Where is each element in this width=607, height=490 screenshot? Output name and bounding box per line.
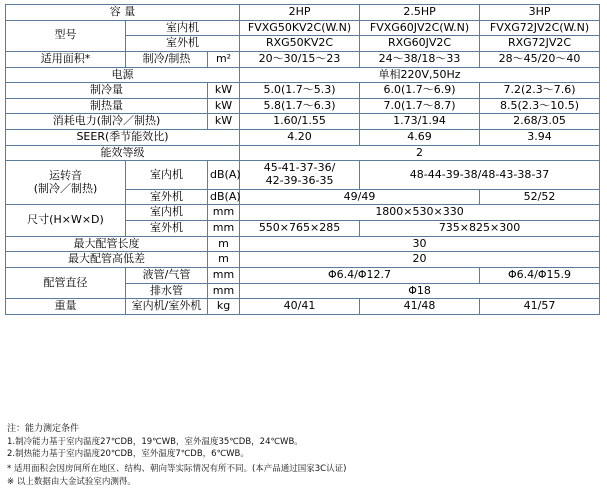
row-unit-cooling-capacity: kW — [208, 83, 240, 99]
table-row-weight — [6, 299, 600, 315]
table-row-noise-indoor — [6, 161, 600, 189]
row-label-weight: 重量 — [6, 299, 126, 315]
table-row-energy-grade — [6, 145, 600, 161]
row-unit-power-consumption: kW — [208, 114, 240, 130]
row-label-pipe-diameter: 配管直径 — [6, 267, 126, 298]
heating-capacity-2hp: 5.8(1.7～6.3) — [240, 98, 360, 114]
outdoor-model-2hp: RXG50KV2C — [240, 36, 360, 52]
row-label-applicable-area: 适用面积* — [6, 51, 126, 67]
table-row-pipe-diameter-liquid-gas — [6, 267, 600, 283]
applicable-area-25hp: 24～38/18～33 — [360, 51, 480, 67]
pipe-diameter-liquid-gas-unit: mm — [208, 267, 240, 283]
heating-capacity-25hp: 7.0(1.7～8.7) — [360, 98, 480, 114]
table-row-max-pipe-length — [6, 236, 600, 252]
pipe-diameter-liquid-gas-2hp-25hp: Φ6.4/Φ12.7 — [240, 267, 480, 283]
dimensions-outdoor-25hp-3hp: 735×825×300 — [360, 220, 600, 236]
dimensions-indoor-label: 室内机 — [126, 205, 208, 221]
noise-outdoor-unit: dB(A) — [208, 189, 240, 205]
energy-grade-value: 2 — [240, 145, 600, 161]
cooling-capacity-2hp: 5.0(1.7～5.3) — [240, 83, 360, 99]
noise-outdoor-label: 室外机 — [126, 189, 208, 205]
weight-sub-label: 室内机/室外机 — [126, 299, 208, 315]
table-row-seer — [6, 130, 600, 146]
power-consumption-2hp: 1.60/1.55 — [240, 114, 360, 130]
seer-2hp: 4.20 — [240, 130, 360, 146]
noise-indoor-unit: dB(A) — [208, 161, 240, 189]
row-unit-heating-capacity: kW — [208, 98, 240, 114]
power-supply-value: 单相220V,50Hz — [240, 67, 600, 83]
cooling-capacity-25hp: 6.0(1.7～6.9) — [360, 83, 480, 99]
noise-indoor-2hp-cool: 45-41-37-36/ — [263, 161, 336, 175]
table-row-power-supply — [6, 67, 600, 83]
footnote-line-1: 1.制冷能力基于室内温度27℃DB，19℃WB，室外温度35℃DB，24℃WB。 — [7, 436, 303, 447]
seer-25hp: 4.69 — [360, 130, 480, 146]
weight-unit: kg — [208, 299, 240, 315]
indoor-model-3hp: FVXG72JV2C(W.N) — [480, 20, 600, 36]
row-unit-applicable-area: m² — [208, 51, 240, 67]
pipe-diameter-liquid-gas-3hp: Φ6.4/Φ15.9 — [480, 267, 600, 283]
pipe-diameter-drain-label: 排水管 — [126, 283, 208, 299]
dimensions-outdoor-label: 室外机 — [126, 220, 208, 236]
noise-label-line1: 运转音 — [49, 169, 82, 183]
row-label-max-pipe-height: 最大配管高低差 — [6, 252, 208, 268]
noise-outdoor-2hp-25hp: 49/49 — [240, 189, 480, 205]
footnote-line-2: 2.制热能力基于室内温度20℃DB，室外温度7℃DB，6℃WB。 — [7, 449, 249, 460]
power-consumption-3hp: 2.68/3.05 — [480, 114, 600, 130]
table-row-max-pipe-height — [6, 252, 600, 268]
seer-3hp: 3.94 — [480, 130, 600, 146]
row-label-heating-capacity: 制热量 — [6, 98, 208, 114]
table-row-power-consumption — [6, 114, 600, 130]
table-row-dimensions-indoor — [6, 205, 600, 221]
spec-sheet — [0, 4, 607, 490]
footnote-line-3: * 适用面积会因房间所在地区、结构、朝向等实际情况有所不同。(本产品通过国家3C认证) — [7, 464, 347, 475]
indoor-unit-label: 室内机 — [126, 20, 240, 36]
dimensions-outdoor-unit: mm — [208, 220, 240, 236]
model-label: 型号 — [6, 20, 126, 51]
outdoor-model-3hp: RXG72JV2C — [480, 36, 600, 52]
dimensions-outdoor-2hp: 550×765×285 — [240, 220, 360, 236]
heating-capacity-3hp: 8.5(2.3～10.5) — [480, 98, 600, 114]
row-label-dimensions: 尺寸(H×W×D) — [6, 205, 126, 236]
noise-label-line2: (制冷／制热) — [33, 181, 98, 195]
weight-3hp: 41/57 — [480, 299, 600, 315]
weight-25hp: 41/48 — [360, 299, 480, 315]
pipe-diameter-drain-unit: mm — [208, 283, 240, 299]
cooling-capacity-3hp: 7.2(2.3～7.6) — [480, 83, 600, 99]
row-unit-max-pipe-height: m — [208, 252, 240, 268]
pipe-diameter-liquid-gas-label: 液管/气管 — [126, 267, 208, 283]
row-label-cooling-capacity: 制冷量 — [6, 83, 208, 99]
applicable-area-2hp: 20～30/15～23 — [240, 51, 360, 67]
table-row-capacity-header — [6, 5, 600, 21]
capacity-25hp: 2.5HP — [360, 5, 480, 21]
footnote-line-4: ※ 以上数据由大金试验室内测得。 — [7, 476, 136, 487]
capacity-2hp: 2HP — [240, 5, 360, 21]
pipe-diameter-drain-value: Φ18 — [240, 283, 600, 299]
row-label-energy-grade: 能效等级 — [6, 145, 240, 161]
row-sub-applicable-area: 制冷/制热 — [126, 51, 208, 67]
noise-outdoor-3hp: 52/52 — [480, 189, 600, 205]
noise-indoor-25hp-3hp: 48-44-39-38/48-43-38-37 — [360, 161, 600, 189]
noise-indoor-2hp-heat: 42-39-36-35 — [265, 174, 334, 188]
indoor-model-2hp: FVXG50KV2C(W.N) — [240, 20, 360, 36]
dimensions-indoor-unit: mm — [208, 205, 240, 221]
row-label-noise — [6, 161, 126, 205]
row-label-power-consumption: 消耗电力(制冷／制热) — [6, 114, 208, 130]
table-row-heating-capacity — [6, 98, 600, 114]
row-label-power-supply: 电源 — [6, 67, 240, 83]
footnote-title: 注：能力测定条件 — [7, 423, 80, 434]
power-consumption-25hp: 1.73/1.94 — [360, 114, 480, 130]
capacity-header-label: 容 量 — [6, 5, 240, 21]
noise-indoor-2hp — [240, 161, 360, 189]
dimensions-indoor-value: 1800×530×330 — [240, 205, 600, 221]
table-row-applicable-area — [6, 51, 600, 67]
table-row-indoor-model — [6, 20, 600, 36]
applicable-area-3hp: 28～45/20～40 — [480, 51, 600, 67]
capacity-3hp: 3HP — [480, 5, 600, 21]
footnotes — [7, 423, 597, 488]
specification-table — [5, 4, 600, 315]
noise-indoor-label: 室内机 — [126, 161, 208, 189]
table-row-cooling-capacity — [6, 83, 600, 99]
row-label-max-pipe-length: 最大配管长度 — [6, 236, 208, 252]
outdoor-unit-label: 室外机 — [126, 36, 240, 52]
outdoor-model-25hp: RXG60JV2C — [360, 36, 480, 52]
max-pipe-length-value: 30 — [240, 236, 600, 252]
row-label-seer: SEER(季节能效比) — [6, 130, 240, 146]
max-pipe-height-value: 20 — [240, 252, 600, 268]
weight-2hp: 40/41 — [240, 299, 360, 315]
row-unit-max-pipe-length: m — [208, 236, 240, 252]
indoor-model-25hp: FVXG60JV2C(W.N) — [360, 20, 480, 36]
